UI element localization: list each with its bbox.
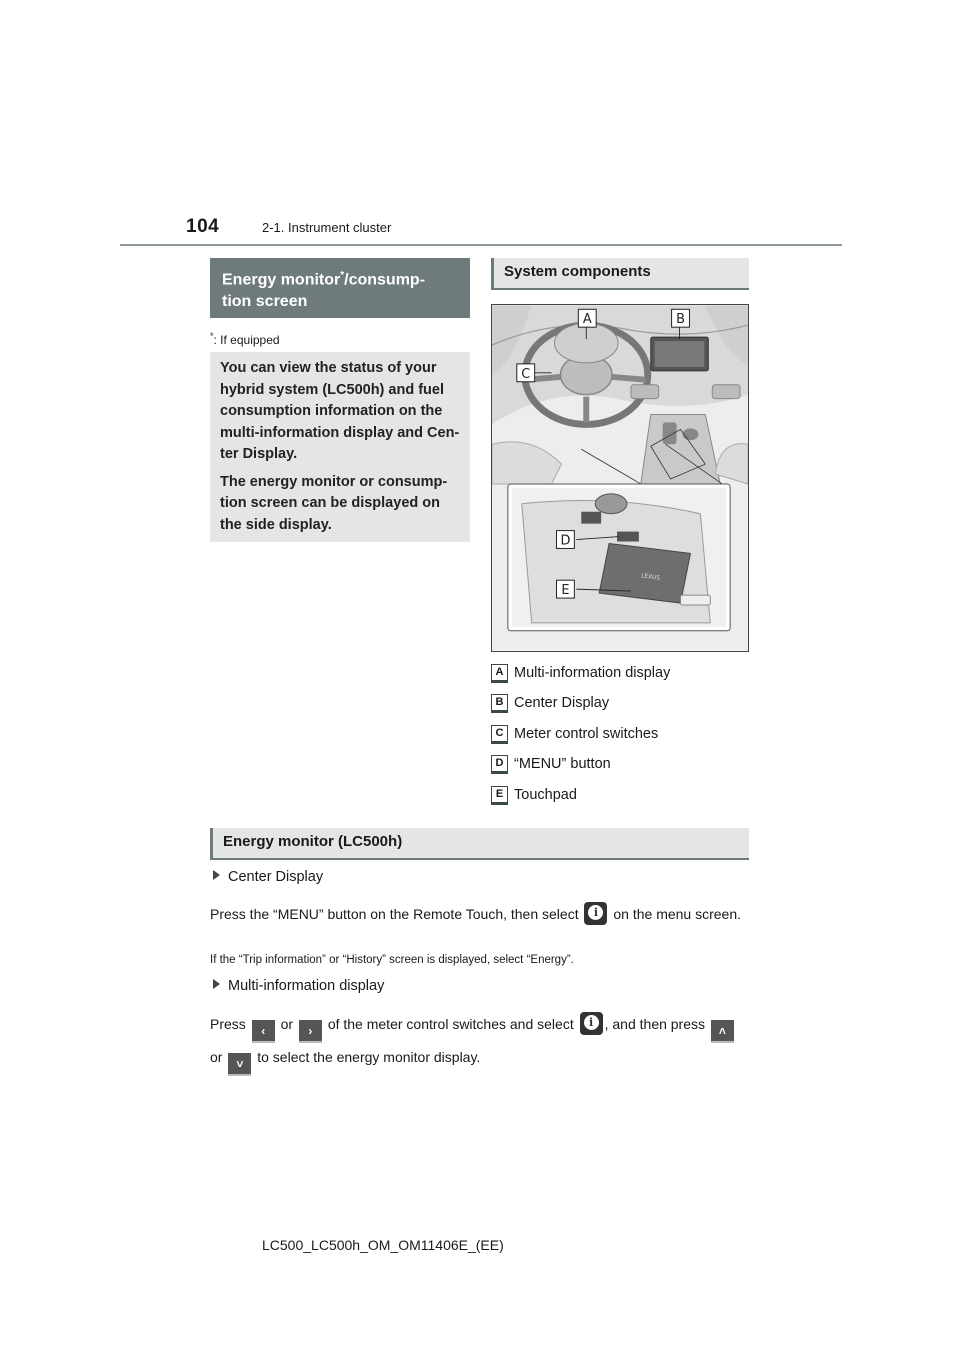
figure-callout-a: A [582,312,592,328]
system-components-figure [491,304,749,652]
footnote: *: If equipped [210,331,280,347]
chevron-up-icon: ˄ [711,1020,734,1043]
chevron-left-icon: ‹ [252,1020,275,1043]
list-item [491,692,749,722]
trip-information-note: If the “Trip information” or “History” screen is displayed, select “Energy”. [210,954,574,966]
component-label: Touchpad [514,786,577,803]
svg-text:LEXUS: LEXUS [640,572,661,582]
description-paragraph-1: You can view the status of your hybrid system (LC500h) and fuel consumption information on the multi-information display and Cen-ter Display. [220,360,460,462]
list-item [491,784,749,814]
chevron-down-icon: ˅ [228,1053,251,1076]
component-label: Multi-information display [514,665,671,681]
header-rule [120,244,842,246]
component-badge: C [491,725,508,744]
component-badge: D [491,755,508,774]
figure-callout-c: C [521,366,531,382]
energy-monitor-lc500h-heading: Energy monitor (LC500h) [210,828,749,860]
bullet-multi-information-display: Multi-information display [213,978,384,994]
info-icon [580,1012,603,1035]
chevron-right-icon: › [299,1020,322,1043]
component-badge: B [491,694,508,713]
multi-information-instructions: Press ‹ or › of the meter control switches and select i , and then press ˄ or ˅ to select the energy monitor display. [210,1010,750,1076]
component-label: Meter control switches [514,725,659,742]
center-display-instructions: Press the “MENU” button on the Remote Touch, then select i on the menu screen. [210,902,750,925]
list-item [491,753,749,783]
energy-monitor-description [210,352,470,542]
figure-callout-d: D [560,533,571,549]
energy-monitor-heading: Energy monitor*/consump- tion screen [210,258,470,318]
document-code: LC500_LC500h_OM_OM11406E_(EE) [262,1237,504,1253]
list-item [491,723,749,753]
list-item [491,662,749,692]
triangle-bullet-icon [213,979,220,989]
component-list [491,662,749,814]
figure-callout-e: E [561,583,570,599]
component-label: Center Display [514,695,610,712]
system-components-heading: System components [491,258,749,290]
section-title: 2-1. Instrument cluster [262,220,392,235]
page-number: 104 [186,216,220,237]
triangle-bullet-icon [213,870,220,880]
info-icon [584,902,607,925]
description-paragraph-2: The energy monitor or consump-tion screen can be displayed on the side display. [220,473,448,533]
component-badge: A [491,664,508,683]
component-label: “MENU” button [514,756,611,773]
component-badge: E [491,786,508,805]
bullet-center-display: Center Display [213,869,323,885]
figure-callout-b: B [676,312,685,328]
